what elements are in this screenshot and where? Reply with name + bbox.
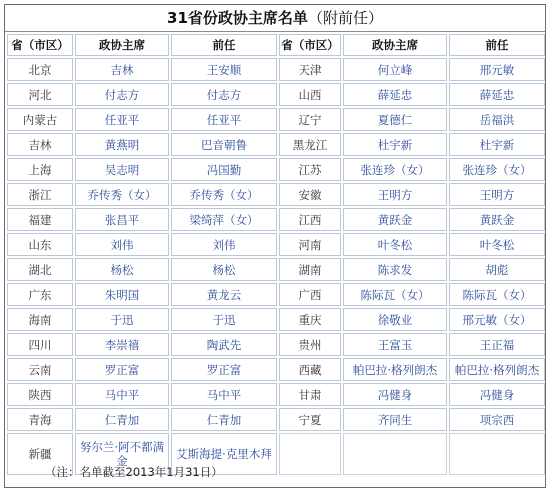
province-cell: 安徽	[279, 183, 341, 206]
column-header: 省（市区）	[279, 34, 341, 56]
predecessor-cell: 任亚平	[171, 108, 277, 131]
chair-cell: 努尔兰·阿不都满金	[75, 433, 169, 475]
chair-cell: 王明方	[343, 183, 447, 206]
column-header: 政协主席	[75, 34, 169, 56]
chair-cell: 吉林	[75, 58, 169, 81]
predecessor-cell: 于迅	[171, 308, 277, 331]
predecessor-cell: 黄龙云	[171, 283, 277, 306]
province-cell: 青海	[7, 408, 73, 431]
predecessor-cell: 王安顺	[171, 58, 277, 81]
chair-cell: 马中平	[75, 383, 169, 406]
chair-cell: 乔传秀（女）	[75, 183, 169, 206]
chair-cell: 帕巴拉·格列朗杰	[343, 358, 447, 381]
province-cell: 甘肃	[279, 383, 341, 406]
predecessor-cell: 王正福	[449, 333, 545, 356]
province-cell: 山西	[279, 83, 341, 106]
province-cell: 湖北	[7, 258, 73, 281]
chair-cell: 仁青加	[75, 408, 169, 431]
province-cell: 贵州	[279, 333, 341, 356]
predecessor-cell: 帕巴拉·格列朗杰	[449, 358, 545, 381]
table-row	[7, 258, 545, 281]
chair-cell: 张连珍（女）	[343, 158, 447, 181]
province-cell: 陕西	[7, 383, 73, 406]
chairs-table	[5, 32, 547, 477]
chair-cell: 杜宇新	[343, 133, 447, 156]
predecessor-cell: 黄跃金	[449, 208, 545, 231]
predecessor-cell: 项宗西	[449, 408, 545, 431]
table-row	[7, 108, 545, 131]
predecessor-cell: 岳福洪	[449, 108, 545, 131]
table-row	[7, 133, 545, 156]
province-cell: 新疆	[7, 433, 73, 475]
province-cell: 湖南	[279, 258, 341, 281]
predecessor-cell: 梁绮萍（女）	[171, 208, 277, 231]
chair-cell: 罗正富	[75, 358, 169, 381]
predecessor-cell: 马中平	[171, 383, 277, 406]
province-cell: 内蒙古	[7, 108, 73, 131]
province-cell: 吉林	[7, 133, 73, 156]
predecessor-cell: 付志方	[171, 83, 277, 106]
predecessor-cell: 胡彪	[449, 258, 545, 281]
province-cell: 黑龙江	[279, 133, 341, 156]
chair-cell: 王富玉	[343, 333, 447, 356]
predecessor-cell: 冯健身	[449, 383, 545, 406]
empty-cell	[449, 433, 545, 475]
province-cell: 四川	[7, 333, 73, 356]
province-cell: 云南	[7, 358, 73, 381]
column-header: 政协主席	[343, 34, 447, 56]
chair-cell: 刘伟	[75, 233, 169, 256]
predecessor-cell: 杜宇新	[449, 133, 545, 156]
chair-cell: 陈求发	[343, 258, 447, 281]
province-cell: 福建	[7, 208, 73, 231]
title-number: 31	[167, 9, 188, 27]
table-row	[7, 383, 545, 406]
predecessor-cell: 冯国勤	[171, 158, 277, 181]
province-cell: 广西	[279, 283, 341, 306]
empty-cell	[343, 433, 447, 475]
province-cell: 上海	[7, 158, 73, 181]
province-cell: 西藏	[279, 358, 341, 381]
table-row	[7, 208, 545, 231]
province-cell: 河北	[7, 83, 73, 106]
column-header: 省（市区）	[7, 34, 73, 56]
province-cell: 广东	[7, 283, 73, 306]
chair-cell: 张昌平	[75, 208, 169, 231]
predecessor-cell: 叶冬松	[449, 233, 545, 256]
chair-cell: 杨松	[75, 258, 169, 281]
province-cell: 辽宁	[279, 108, 341, 131]
chair-cell: 付志方	[75, 83, 169, 106]
header-row	[7, 34, 545, 56]
province-cell: 北京	[7, 58, 73, 81]
empty-cell	[279, 433, 341, 475]
table-row	[7, 283, 545, 306]
chair-cell: 何立峰	[343, 58, 447, 81]
table-row	[7, 158, 545, 181]
table-row	[7, 308, 545, 331]
province-cell: 重庆	[279, 308, 341, 331]
page-title	[5, 5, 545, 32]
title-suffix: （附前任）	[307, 9, 383, 27]
table-row	[7, 183, 545, 206]
province-cell: 江苏	[279, 158, 341, 181]
title-main: 省份政协主席名单	[187, 9, 308, 27]
predecessor-cell: 薛延忠	[449, 83, 545, 106]
footnote: （注：名单截至2013年1月31日）	[45, 465, 223, 479]
table-row	[7, 358, 545, 381]
table-row	[7, 333, 545, 356]
province-cell: 山东	[7, 233, 73, 256]
chair-cell: 夏德仁	[343, 108, 447, 131]
predecessor-cell: 艾斯海提·克里木拜	[171, 433, 277, 475]
chair-cell: 吴志明	[75, 158, 169, 181]
column-header: 前任	[171, 34, 277, 56]
chair-cell: 薛延忠	[343, 83, 447, 106]
chair-cell: 冯健身	[343, 383, 447, 406]
predecessor-cell: 刘伟	[171, 233, 277, 256]
chair-cell: 任亚平	[75, 108, 169, 131]
predecessor-cell: 陶武先	[171, 333, 277, 356]
predecessor-cell: 罗正富	[171, 358, 277, 381]
table-row	[7, 408, 545, 431]
chair-cell: 朱明国	[75, 283, 169, 306]
predecessor-cell: 邢元敏（女）	[449, 308, 545, 331]
predecessor-cell: 仁青加	[171, 408, 277, 431]
chair-cell: 黄跃金	[343, 208, 447, 231]
table-row	[7, 233, 545, 256]
chair-cell: 李崇禧	[75, 333, 169, 356]
chair-cell: 陈际瓦（女）	[343, 283, 447, 306]
table-row	[7, 83, 545, 106]
province-cell: 浙江	[7, 183, 73, 206]
province-cell: 海南	[7, 308, 73, 331]
predecessor-cell: 乔传秀（女）	[171, 183, 277, 206]
predecessor-cell: 陈际瓦（女）	[449, 283, 545, 306]
predecessor-cell: 巴音朝鲁	[171, 133, 277, 156]
column-header: 前任	[449, 34, 545, 56]
predecessor-cell: 邢元敏	[449, 58, 545, 81]
province-cell: 江西	[279, 208, 341, 231]
chair-cell: 齐同生	[343, 408, 447, 431]
predecessor-cell: 王明方	[449, 183, 545, 206]
province-cell: 宁夏	[279, 408, 341, 431]
chair-cell: 黄燕明	[75, 133, 169, 156]
chair-cell: 徐敬业	[343, 308, 447, 331]
table-row	[7, 58, 545, 81]
province-cell: 天津	[279, 58, 341, 81]
document-frame	[4, 4, 546, 488]
predecessor-cell: 张连珍（女）	[449, 158, 545, 181]
chair-cell: 叶冬松	[343, 233, 447, 256]
province-cell: 河南	[279, 233, 341, 256]
predecessor-cell: 杨松	[171, 258, 277, 281]
chair-cell: 于迅	[75, 308, 169, 331]
